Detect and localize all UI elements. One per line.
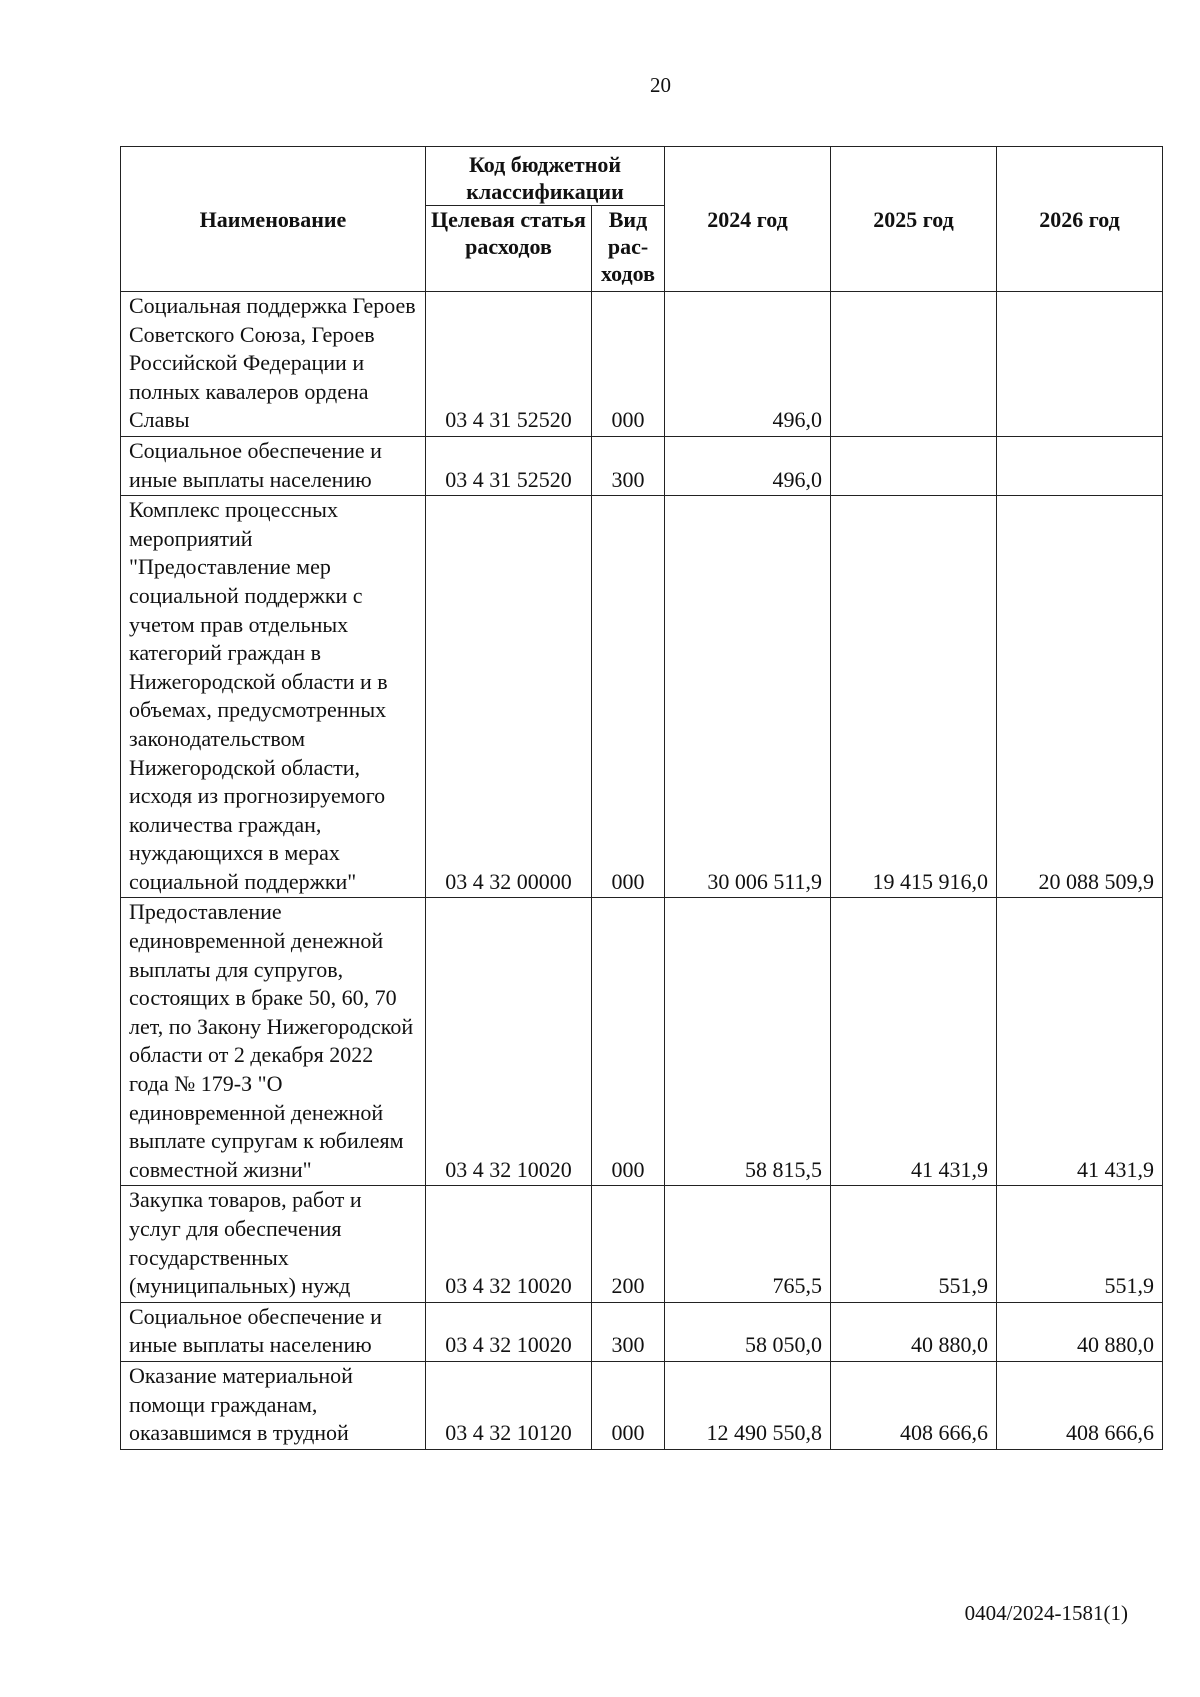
row-2025: 41 431,9 bbox=[831, 898, 997, 1186]
row-2026: 41 431,9 bbox=[997, 898, 1163, 1186]
table-row bbox=[121, 1361, 1163, 1449]
table-row bbox=[121, 292, 1163, 437]
row-2024: 496,0 bbox=[665, 436, 831, 495]
row-2025: 40 880,0 bbox=[831, 1302, 997, 1361]
row-2025: 19 415 916,0 bbox=[831, 496, 997, 898]
row-kind: 000 bbox=[592, 292, 665, 437]
row-2024: 58 815,5 bbox=[665, 898, 831, 1186]
row-2026: 40 880,0 bbox=[997, 1302, 1163, 1361]
header-2024: 2024 год bbox=[665, 147, 831, 292]
row-target: 03 4 31 52520 bbox=[426, 292, 592, 437]
row-2025 bbox=[831, 292, 997, 437]
row-name: Комплекс процессных мероприятий "Предоставление мер социальной поддержки с учетом прав отдельных категорий граждан в Нижегородской области и в объемах, предусмотренных законодательством Нижегородской области, исходя из прогнозируемого количества граждан, нуждающихся в мерах социальной поддержки" bbox=[121, 496, 426, 898]
row-kind: 000 bbox=[592, 898, 665, 1186]
row-target: 03 4 32 10120 bbox=[426, 1361, 592, 1449]
header-target: Целевая статья расходов bbox=[426, 206, 592, 292]
row-name: Оказание материальной помощи гражданам, оказавшимся в трудной bbox=[121, 1361, 426, 1449]
row-target: 03 4 32 00000 bbox=[426, 496, 592, 898]
row-kind: 200 bbox=[592, 1186, 665, 1302]
row-name: Закупка товаров, работ и услуг для обеспечения государственных (муниципальных) нужд bbox=[121, 1186, 426, 1302]
table-row bbox=[121, 898, 1163, 1186]
row-name: Социальное обеспечение и иные выплаты населению bbox=[121, 436, 426, 495]
row-name: Социальное обеспечение и иные выплаты населению bbox=[121, 1302, 426, 1361]
header-kind: Вид рас- ходов bbox=[592, 206, 665, 292]
header-2026: 2026 год bbox=[997, 147, 1163, 292]
row-kind: 000 bbox=[592, 1361, 665, 1449]
budget-table bbox=[120, 146, 1163, 1450]
table-row bbox=[121, 436, 1163, 495]
table-row bbox=[121, 496, 1163, 898]
row-kind: 300 bbox=[592, 436, 665, 495]
row-2024: 30 006 511,9 bbox=[665, 496, 831, 898]
row-name: Социальная поддержка Героев Советского Союза, Героев Российской Федерации и полных кавалеров ордена Славы bbox=[121, 292, 426, 437]
header-name: Наименование bbox=[121, 147, 426, 292]
table-row bbox=[121, 1186, 1163, 1302]
row-2025 bbox=[831, 436, 997, 495]
page-number: 20 bbox=[650, 73, 671, 97]
row-target: 03 4 32 10020 bbox=[426, 1186, 592, 1302]
row-target: 03 4 31 52520 bbox=[426, 436, 592, 495]
row-kind: 000 bbox=[592, 496, 665, 898]
row-2025: 551,9 bbox=[831, 1186, 997, 1302]
row-target: 03 4 32 10020 bbox=[426, 1302, 592, 1361]
row-2026: 408 666,6 bbox=[997, 1361, 1163, 1449]
row-2024: 496,0 bbox=[665, 292, 831, 437]
row-kind: 300 bbox=[592, 1302, 665, 1361]
row-2025: 408 666,6 bbox=[831, 1361, 997, 1449]
row-2026 bbox=[997, 292, 1163, 437]
row-2026: 20 088 509,9 bbox=[997, 496, 1163, 898]
row-target: 03 4 32 10020 bbox=[426, 898, 592, 1186]
row-name: Предоставление единовременной денежной выплаты для супругов, состоящих в браке 50, 60, 70 лет, по Закону Нижегородской области от 2 декабря 2022 года № 179-З "О единовременной денежной выплате супругам к юбилеям совместной жизни" bbox=[121, 898, 426, 1186]
row-2026: 551,9 bbox=[997, 1186, 1163, 1302]
row-2024: 765,5 bbox=[665, 1186, 831, 1302]
table-row bbox=[121, 1302, 1163, 1361]
row-2026 bbox=[997, 436, 1163, 495]
row-2024: 12 490 550,8 bbox=[665, 1361, 831, 1449]
row-2024: 58 050,0 bbox=[665, 1302, 831, 1361]
document-registration-number: 0404/2024-1581(1) bbox=[964, 1601, 1128, 1625]
header-2025: 2025 год bbox=[831, 147, 997, 292]
header-kbk: Код бюджетной классификации bbox=[426, 147, 665, 206]
